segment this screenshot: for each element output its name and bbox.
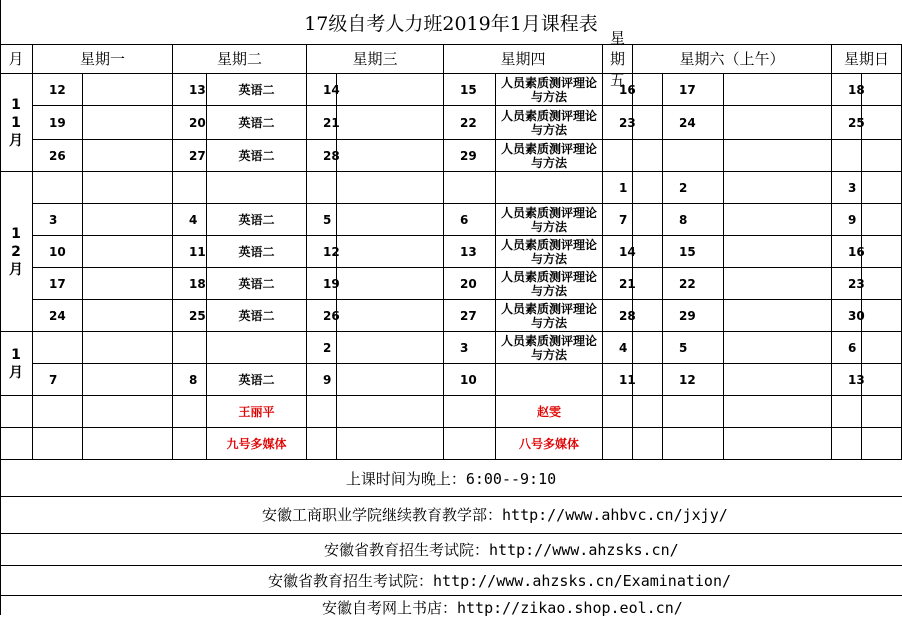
- blank-cell: [603, 428, 633, 460]
- header-tuesday: 星期二: [173, 44, 307, 74]
- thursday-date: 15: [444, 74, 496, 106]
- sunday-course: [862, 106, 902, 140]
- blank-cell: [33, 428, 83, 460]
- header-friday: 星期五: [603, 44, 633, 74]
- thursday-course: [496, 364, 603, 396]
- blank-cell: [603, 396, 633, 428]
- wednesday-course: [337, 268, 444, 300]
- link-row-3: [0, 565, 902, 596]
- wednesday-date: 9: [307, 364, 337, 396]
- tuesday-course: 英语二: [207, 204, 307, 236]
- header-thursday: 星期四: [444, 44, 603, 74]
- friday-date: [603, 140, 633, 172]
- friday-date: 11: [603, 364, 633, 396]
- wednesday-date: 2: [307, 332, 337, 364]
- monday-date: 10: [33, 236, 83, 268]
- saturday-date: 29: [663, 300, 724, 332]
- blank-cell: [307, 428, 337, 460]
- saturday-date: 2: [663, 172, 724, 204]
- saturday-date: 5: [663, 332, 724, 364]
- tuesday-course: 英语二: [207, 74, 307, 106]
- tuesday-room: 九号多媒体: [207, 428, 307, 460]
- tuesday-course: 英语二: [207, 236, 307, 268]
- monday-date: 17: [33, 268, 83, 300]
- friday-course: [633, 140, 663, 172]
- blank-cell: [663, 428, 724, 460]
- month-text: 1月: [9, 346, 23, 381]
- saturday-date: 8: [663, 204, 724, 236]
- wednesday-date: 5: [307, 204, 337, 236]
- thursday-date: 29: [444, 140, 496, 172]
- tuesday-course: [207, 172, 307, 204]
- monday-course: [83, 140, 173, 172]
- sunday-date: 23: [832, 268, 862, 300]
- friday-course: [633, 74, 663, 106]
- blank-cell: [832, 428, 862, 460]
- month-label: [0, 172, 33, 332]
- wednesday-course: [337, 332, 444, 364]
- tuesday-teacher: 王丽平: [207, 396, 307, 428]
- monday-date: 3: [33, 204, 83, 236]
- thursday-course: 人员素质测评理论与方法: [496, 236, 603, 268]
- sunday-date: 6: [832, 332, 862, 364]
- blank-cell: [663, 396, 724, 428]
- thursday-course: 人员素质测评理论与方法: [496, 106, 603, 140]
- sunday-course: [862, 204, 902, 236]
- friday-date: 1: [603, 172, 633, 204]
- sunday-date: 16: [832, 236, 862, 268]
- sunday-course: [862, 364, 902, 396]
- blank-cell: [724, 396, 832, 428]
- wednesday-date: 14: [307, 74, 337, 106]
- blank-cell: [444, 396, 496, 428]
- blank-cell: [337, 396, 444, 428]
- wednesday-date: 19: [307, 268, 337, 300]
- wednesday-date: 28: [307, 140, 337, 172]
- header-monday: 星期一: [33, 44, 173, 74]
- blank-cell: [337, 428, 444, 460]
- friday-date: 14: [603, 236, 633, 268]
- class-time-note: [0, 460, 902, 497]
- thursday-date: 22: [444, 106, 496, 140]
- tuesday-date: 25: [173, 300, 207, 332]
- sunday-date: 30: [832, 300, 862, 332]
- sunday-course: [862, 74, 902, 106]
- sunday-date: [832, 140, 862, 172]
- thursday-course: 人员素质测评理论与方法: [496, 204, 603, 236]
- sunday-course: [862, 236, 902, 268]
- saturday-course: [724, 268, 832, 300]
- thursday-date: 27: [444, 300, 496, 332]
- saturday-course: [724, 204, 832, 236]
- thursday-course: 人员素质测评理论与方法: [496, 332, 603, 364]
- saturday-date: [663, 140, 724, 172]
- link-row-1: [0, 496, 902, 534]
- link-ahzsks-exam[interactable]: 安徽省教育招生考试院：http://www.ahzsks.cn/Examination/: [268, 571, 732, 590]
- saturday-course: [724, 74, 832, 106]
- wednesday-date: 21: [307, 106, 337, 140]
- saturday-date: 17: [663, 74, 724, 106]
- monday-course: [83, 236, 173, 268]
- tuesday-date: [173, 332, 207, 364]
- month-text: 12月: [9, 225, 23, 278]
- friday-course: [633, 268, 663, 300]
- friday-date: 28: [603, 300, 633, 332]
- saturday-date: 24: [663, 106, 724, 140]
- sunday-date: 13: [832, 364, 862, 396]
- saturday-course: [724, 172, 832, 204]
- friday-date: 4: [603, 332, 633, 364]
- wednesday-course: [337, 172, 444, 204]
- saturday-course: [724, 364, 832, 396]
- blank-cell: [832, 396, 862, 428]
- wednesday-course: [337, 300, 444, 332]
- header-sunday: 星期日: [832, 44, 902, 74]
- wednesday-date: 26: [307, 300, 337, 332]
- blank-cell: [83, 396, 173, 428]
- thursday-course: 人员素质测评理论与方法: [496, 300, 603, 332]
- friday-date: 7: [603, 204, 633, 236]
- thursday-date: 20: [444, 268, 496, 300]
- monday-date: [33, 332, 83, 364]
- tuesday-date: 20: [173, 106, 207, 140]
- monday-date: 24: [33, 300, 83, 332]
- left-border: [0, 0, 1, 615]
- friday-course: [633, 106, 663, 140]
- month-label: [0, 74, 33, 172]
- blank-cell: [83, 428, 173, 460]
- blank-cell: [0, 396, 33, 428]
- thursday-course: 人员素质测评理论与方法: [496, 268, 603, 300]
- saturday-course: [724, 332, 832, 364]
- thursday-course: [496, 172, 603, 204]
- tuesday-course: 英语二: [207, 140, 307, 172]
- thursday-teacher: 赵雯: [496, 396, 603, 428]
- thursday-date: 3: [444, 332, 496, 364]
- sunday-course: [862, 300, 902, 332]
- blank-cell: [724, 428, 832, 460]
- thursday-course: 人员素质测评理论与方法: [496, 74, 603, 106]
- blank-cell: [862, 428, 902, 460]
- thursday-room: 八号多媒体: [496, 428, 603, 460]
- friday-course: [633, 236, 663, 268]
- schedule-title: 17级自考人力班2019年1月课程表: [0, 0, 902, 45]
- link-ahzsks[interactable]: 安徽省教育招生考试院：http://www.ahzsks.cn/: [324, 540, 679, 559]
- blank-cell: [33, 396, 83, 428]
- blank-cell: [0, 428, 33, 460]
- friday-date: 21: [603, 268, 633, 300]
- friday-course: [633, 364, 663, 396]
- tuesday-course: 英语二: [207, 106, 307, 140]
- saturday-date: 12: [663, 364, 724, 396]
- blank-cell: [173, 428, 207, 460]
- wednesday-date: 12: [307, 236, 337, 268]
- monday-date: 19: [33, 106, 83, 140]
- wednesday-course: [337, 74, 444, 106]
- blank-cell: [173, 396, 207, 428]
- tuesday-course: [207, 332, 307, 364]
- saturday-date: 22: [663, 268, 724, 300]
- tuesday-date: 13: [173, 74, 207, 106]
- blank-cell: [633, 396, 663, 428]
- tuesday-date: 11: [173, 236, 207, 268]
- wednesday-course: [337, 364, 444, 396]
- friday-course: [633, 172, 663, 204]
- saturday-course: [724, 300, 832, 332]
- wednesday-course: [337, 204, 444, 236]
- monday-date: 12: [33, 74, 83, 106]
- month-text: 11月: [9, 96, 23, 149]
- tuesday-course: 英语二: [207, 300, 307, 332]
- sunday-date: 3: [832, 172, 862, 204]
- sunday-date: 25: [832, 106, 862, 140]
- monday-date: [33, 172, 83, 204]
- monday-course: [83, 172, 173, 204]
- friday-date: 16: [603, 74, 633, 106]
- link-row-2: [0, 533, 902, 566]
- thursday-date: 6: [444, 204, 496, 236]
- blank-cell: [444, 428, 496, 460]
- link-row-4: [0, 595, 902, 619]
- class-time-text: 上课时间为晚上：6:00--9:10: [345, 469, 557, 488]
- sunday-course: [862, 332, 902, 364]
- link-zikao-shop[interactable]: 安徽自考网上书店：http://zikao.shop.eol.cn/: [322, 598, 683, 617]
- wednesday-course: [337, 140, 444, 172]
- saturday-course: [724, 106, 832, 140]
- tuesday-course: 英语二: [207, 364, 307, 396]
- blank-cell: [307, 396, 337, 428]
- header-month: 月: [0, 44, 33, 74]
- monday-course: [83, 364, 173, 396]
- thursday-date: [444, 172, 496, 204]
- wednesday-course: [337, 106, 444, 140]
- tuesday-course: 英语二: [207, 268, 307, 300]
- monday-course: [83, 268, 173, 300]
- saturday-course: [724, 236, 832, 268]
- monday-course: [83, 204, 173, 236]
- sunday-course: [862, 268, 902, 300]
- tuesday-date: 4: [173, 204, 207, 236]
- friday-course: [633, 332, 663, 364]
- monday-course: [83, 332, 173, 364]
- link-ahbvc[interactable]: 安徽工商职业学院继续教育教学部：http://www.ahbvc.cn/jxjy/: [262, 506, 728, 524]
- monday-date: 26: [33, 140, 83, 172]
- blank-cell: [862, 396, 902, 428]
- header-wednesday: 星期三: [307, 44, 444, 74]
- saturday-date: 15: [663, 236, 724, 268]
- monday-course: [83, 74, 173, 106]
- saturday-course: [724, 140, 832, 172]
- thursday-date: 13: [444, 236, 496, 268]
- sunday-date: 18: [832, 74, 862, 106]
- thursday-date: 10: [444, 364, 496, 396]
- monday-date: 7: [33, 364, 83, 396]
- thursday-course: 人员素质测评理论与方法: [496, 140, 603, 172]
- tuesday-date: 27: [173, 140, 207, 172]
- wednesday-course: [337, 236, 444, 268]
- sunday-date: 9: [832, 204, 862, 236]
- blank-cell: [633, 428, 663, 460]
- month-label: [0, 332, 33, 396]
- header-saturday: 星期六（上午）: [633, 44, 832, 74]
- wednesday-date: [307, 172, 337, 204]
- tuesday-date: 18: [173, 268, 207, 300]
- monday-course: [83, 106, 173, 140]
- friday-date: 23: [603, 106, 633, 140]
- monday-course: [83, 300, 173, 332]
- tuesday-date: 8: [173, 364, 207, 396]
- tuesday-date: [173, 172, 207, 204]
- friday-course: [633, 300, 663, 332]
- sunday-course: [862, 172, 902, 204]
- friday-course: [633, 204, 663, 236]
- sunday-course: [862, 140, 902, 172]
